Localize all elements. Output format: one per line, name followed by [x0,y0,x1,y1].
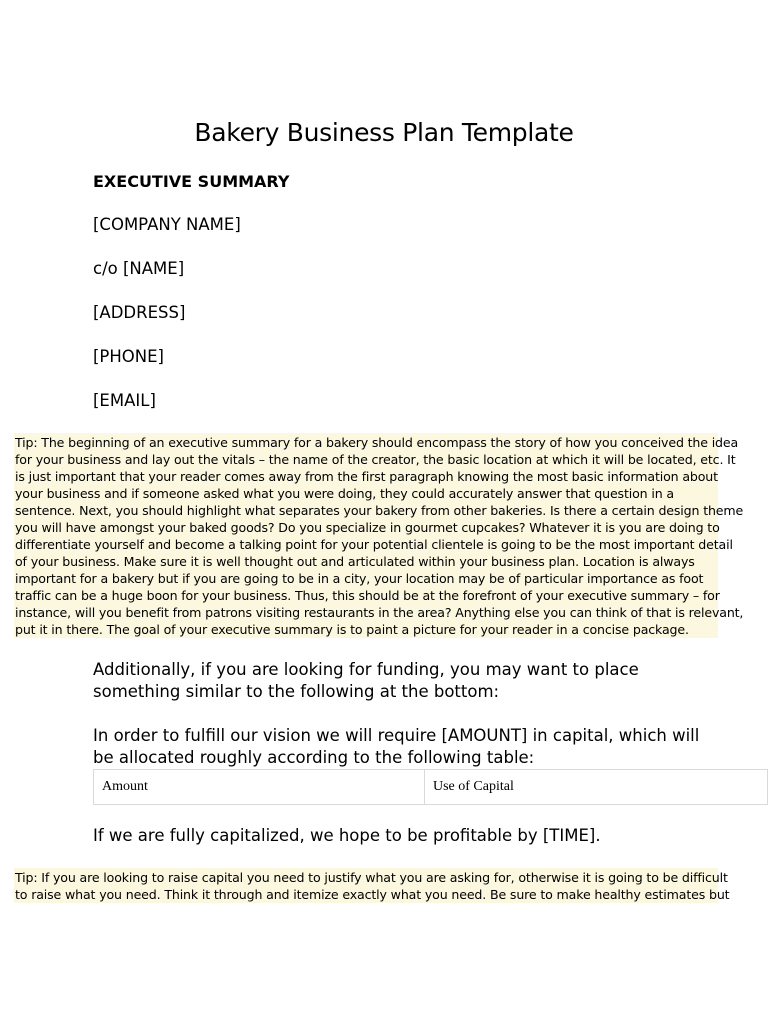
paragraph-line: Additionally, if you are looking for funding, you may want to place [93,660,639,679]
paragraph-line: be allocated roughly according to the following table: [93,748,535,767]
tip-line: your business and if someone asked what you were doing, they could accurately answer that question in a [15,486,674,501]
capital-statement-paragraph [93,725,699,769]
capital-allocation-table [93,769,768,805]
funding-intro-paragraph [93,659,639,703]
tip-line: Tip: The beginning of an executive summary for a bakery should encompass the story of how you conceived the idea [15,435,739,450]
tip-line: for your business and lay out the vitals – the name of the creator, the basic location at which it will be located, etc. It [15,452,736,467]
tip-line: to raise what you need. Think it through and itemize exactly what you need. Be sure to make healthy estimates but [15,887,730,902]
tip-line: Tip: If you are looking to raise capital you need to justify what you are asking for, otherwise it is going to be difficult [15,870,728,885]
paragraph-line: something similar to the following at the bottom: [93,682,500,701]
tip-line: traffic can be a huge boon for your business. Thus, this should be at the forefront of your executive summary – for [15,588,720,603]
paragraph-line: In order to fulfill our vision we will require [AMOUNT] in capital, which will [93,726,700,745]
table-header-row [94,770,768,805]
contact-name-placeholder: c/o [NAME] [93,259,185,278]
tip-line: put it in there. The goal of your executive summary is to paint a picture for your reader in a concise package. [15,622,689,637]
executive-summary-tip [14,433,744,638]
profit-statement: If we are fully capitalized, we hope to be profitable by [TIME]. [93,826,601,845]
email-placeholder: [EMAIL] [93,391,156,410]
tip-line: of your business. Make sure it is well thought out and articulated within your business plan. Location is always [15,554,695,569]
tip-line: important for a bakery but if you are going to be in a city, your location may be of particular importance as foot [15,571,704,586]
tip-line: differentiate yourself and become a talking point for your potential clientele is going to be the most important detail [15,537,733,552]
table-header-amount: Amount [94,770,425,805]
section-heading: EXECUTIVE SUMMARY [93,172,290,191]
tip-line: instance, will you benefit from patrons visiting restaurants in the area? Anything else you can think of that is relevant, [15,605,744,620]
raising-capital-tip [14,868,730,903]
address-placeholder: [ADDRESS] [93,303,186,322]
tip-line: you will have amongst your baked goods? Do you specialize in gourmet cupcakes? Whatever it is you are doing to [15,520,720,535]
document-title: Bakery Business Plan Template [194,118,574,147]
company-name-placeholder: [COMPANY NAME] [93,215,241,234]
table-header-use-of-capital: Use of Capital [425,770,768,805]
tip-line: is just important that your reader comes away from the first paragraph knowing the most basic information about [15,469,718,484]
phone-placeholder: [PHONE] [93,347,164,366]
tip-line: sentence. Next, you should highlight what separates your bakery from other bakeries. Is there a certain design theme [15,503,744,518]
